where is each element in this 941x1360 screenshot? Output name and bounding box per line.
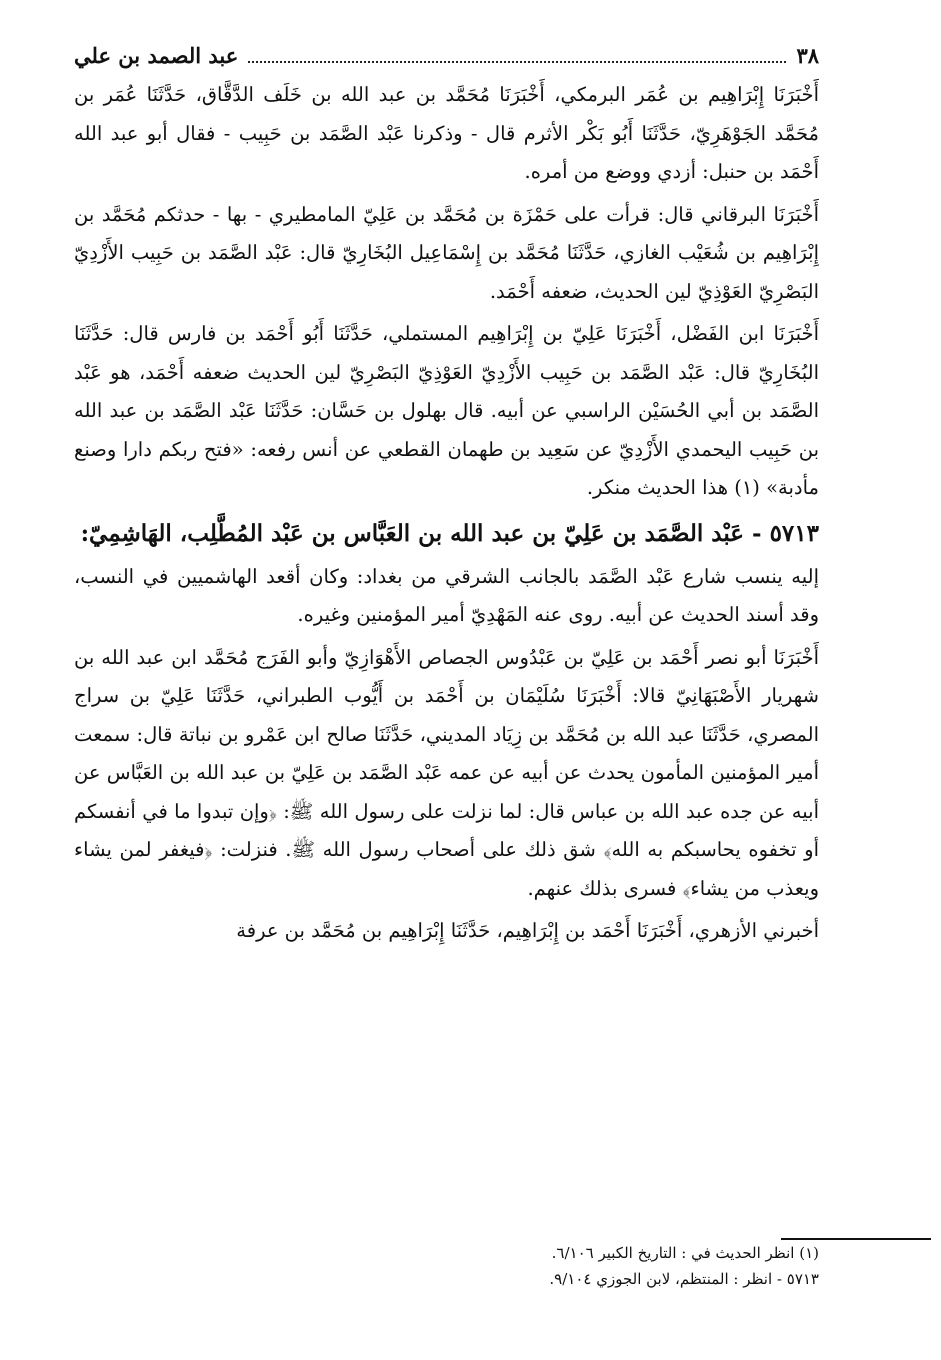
page-body — [74, 36, 819, 951]
footnote: ٥٧١٣ - انظر : المنتظم، لابن الجوزي ٩/١٠٤. — [549, 1270, 819, 1288]
running-title: عبد الصمد بن علي — [74, 43, 239, 68]
paragraph: إليه ينسب شارع عَبْد الصَّمَد بالجانب الشرقي من بغداد: وكان أقعد الهاشميين في النسب، وقد أسند الحديث عن أبيه. روى عنه المَهْدِيّ أمير المؤمنين وغيره. — [74, 564, 819, 626]
header-dotted-leader — [248, 39, 786, 63]
footnote: (١) انظر الحديث في : التاريخ الكبير ٦/١٠٦. — [551, 1244, 819, 1262]
paragraph: أَخْبَرَنَا أبو نصر أَحْمَد بن عَلِيّ بن عَبْدُوس الجصاص الأَهْوَازِيّ وأبو الفَرَج مُحَمَّد ابن عبد الله بن شهريار الأَصْبَهَانِيّ قالا: أَخْبَرَنَا سُلَيْمَان بن أَحْمَد بن أَيُّوب الطبراني، حَدَّثَنَا عَلِيّ بن سراج المصري، حَدَّثَنَا عبد الله بن مُحَمَّد بن زِيَاد المديني، حَدَّثَنَا صالح ابن عَمْرو بن نباتة قال: سمعت أمير المؤمنين المأمون يحدث عن أبيه عن عمه عَبْد الصَّمَد بن عَلِيّ بن عبد الله بن العَبَّاس عن أبيه عن جده عبد الله بن عباس قال: لما نزلت على رسول الله ﷺ: ﴿وإن تبدوا ما في أنفسكم أو تخفوه يحاسبكم به الله﴾ شق ذلك على أصحاب رسول الله ﷺ. فنزلت: ﴿فيغفر لمن يشاء ويعذب من يشاء﴾ فسرى بذلك عنهم. — [74, 645, 819, 900]
entry-name: عَبْد الصَّمَد بن عَلِيّ بن عبد الله بن العَبَّاس بن عَبْد المُطَّلِب، الهَاشِمِيّ: — [80, 519, 745, 547]
paragraph: أَخْبَرَنَا ابن الفَضْل، أَخْبَرَنَا عَلِيّ بن إِبْرَاهِيم المستملي، حَدَّثَنَا أَبُو أَحْمَد بن فارس قال: حَدَّثَنَا البُخَارِيّ قال: عَبْد الصَّمَد بن حَبِيب الأَزْدِيّ العَوْذِيّ البَصْرِيّ لين الحديث ضعفه أَحْمَد، هو عَبْد الصَّمَد بن أبي الحُسَيْن الراسبي عن أبيه. قال بهلول بن حَسَّان: حَدَّثَنَا عَبْد الصَّمَد بن عبد الله بن حَبِيب اليحمدي الأَزْدِيّ عن سَعِيد بن طهمان القطعي عن أنس رفعه: «فتح ربكم دارا وصنع مأدبة» (١) هذا الحديث منكر. — [74, 322, 819, 499]
paragraph: أَخْبَرَنَا البرقاني قال: قرأت على حَمْزَة بن مُحَمَّد بن عَلِيّ المامطيري - بها - حدثكم مُحَمَّد بن إِبْرَاهِيم بن شُعَيْب الغازي، حَدَّثَنَا مُحَمَّد بن إِسْمَاعِيل البُخَارِيّ قال: عَبْد الصَّمَد بن حَبِيب الأَزْدِيّ البَصْرِيّ العَوْذِيّ لين الحديث، ضعفه أَحْمَد. — [74, 202, 819, 303]
page-header — [74, 36, 819, 76]
entry-number: ٥٧١٣ - — [752, 519, 819, 547]
page-number: ٣٨ — [796, 43, 819, 68]
footnotes — [529, 1238, 819, 1292]
paragraph: أخبرني الأزهري، أَخْبَرَنَا أَحْمَد بن إِبْرَاهِيم، حَدَّثَنَا إِبْرَاهِيم بن مُحَمَّد بن عرفة — [236, 919, 819, 942]
entry-heading — [74, 512, 819, 556]
paragraph: أَخْبَرَنَا إِبْرَاهِيم بن عُمَر البرمكي، أَخْبَرَنَا مُحَمَّد بن عبد الله بن خَلَف الدَّقَّاق، حَدَّثَنَا عُمَر بن مُحَمَّد الجَوْهَرِيّ، حَدَّثَنَا أَبُو بَكْر الأثرم قال - وذكرنا عَبْد الصَّمَد بن حَبِيب - فقال أبو عبد الله أَحْمَد بن حنبل: أزدي ووضع من أمره. — [74, 83, 819, 183]
